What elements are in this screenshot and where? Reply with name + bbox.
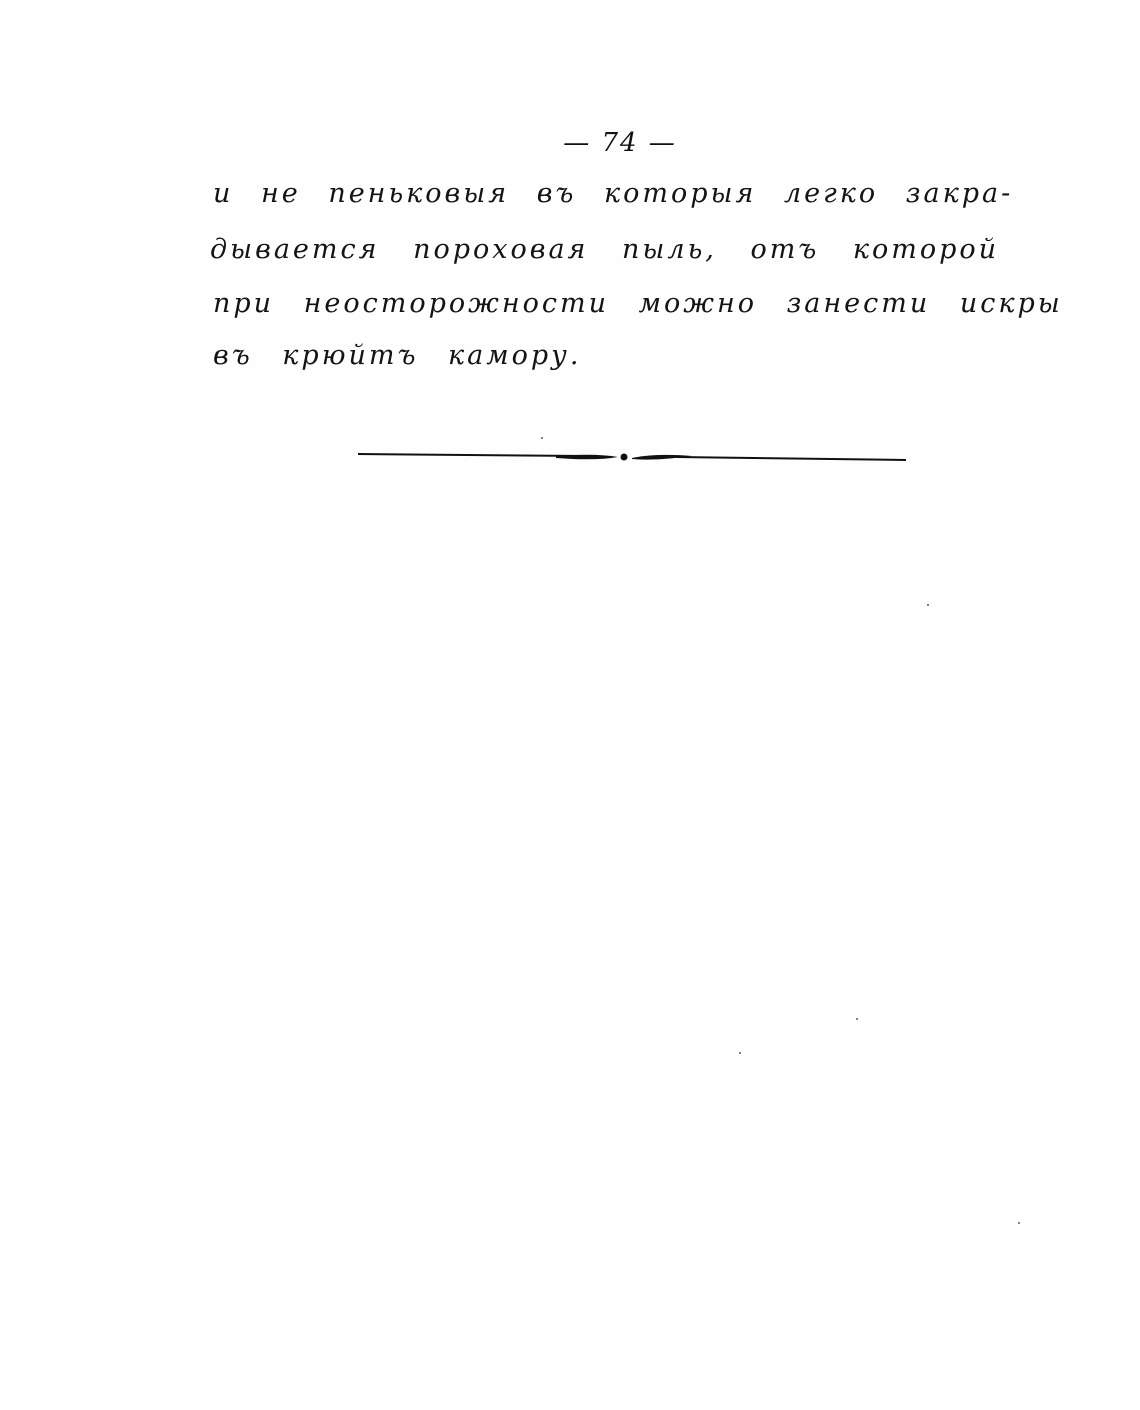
paper-speck xyxy=(1018,1222,1020,1224)
paper-speck xyxy=(856,1018,858,1020)
text-line-1: и не пеньковыя въ которыя легко закра- xyxy=(213,178,1014,209)
paper-speck xyxy=(927,604,929,606)
page-number: — 74 — xyxy=(563,128,677,158)
text-line-2: дывается пороховая пыль, отъ которой xyxy=(210,234,1000,265)
decorative-divider xyxy=(356,444,908,470)
paper-speck xyxy=(739,1052,741,1054)
text-line-4: въ крюйтъ камору. xyxy=(213,340,582,371)
text-line-3: при неосторожности можно занести искры xyxy=(213,288,1063,319)
paper-speck xyxy=(541,437,543,439)
